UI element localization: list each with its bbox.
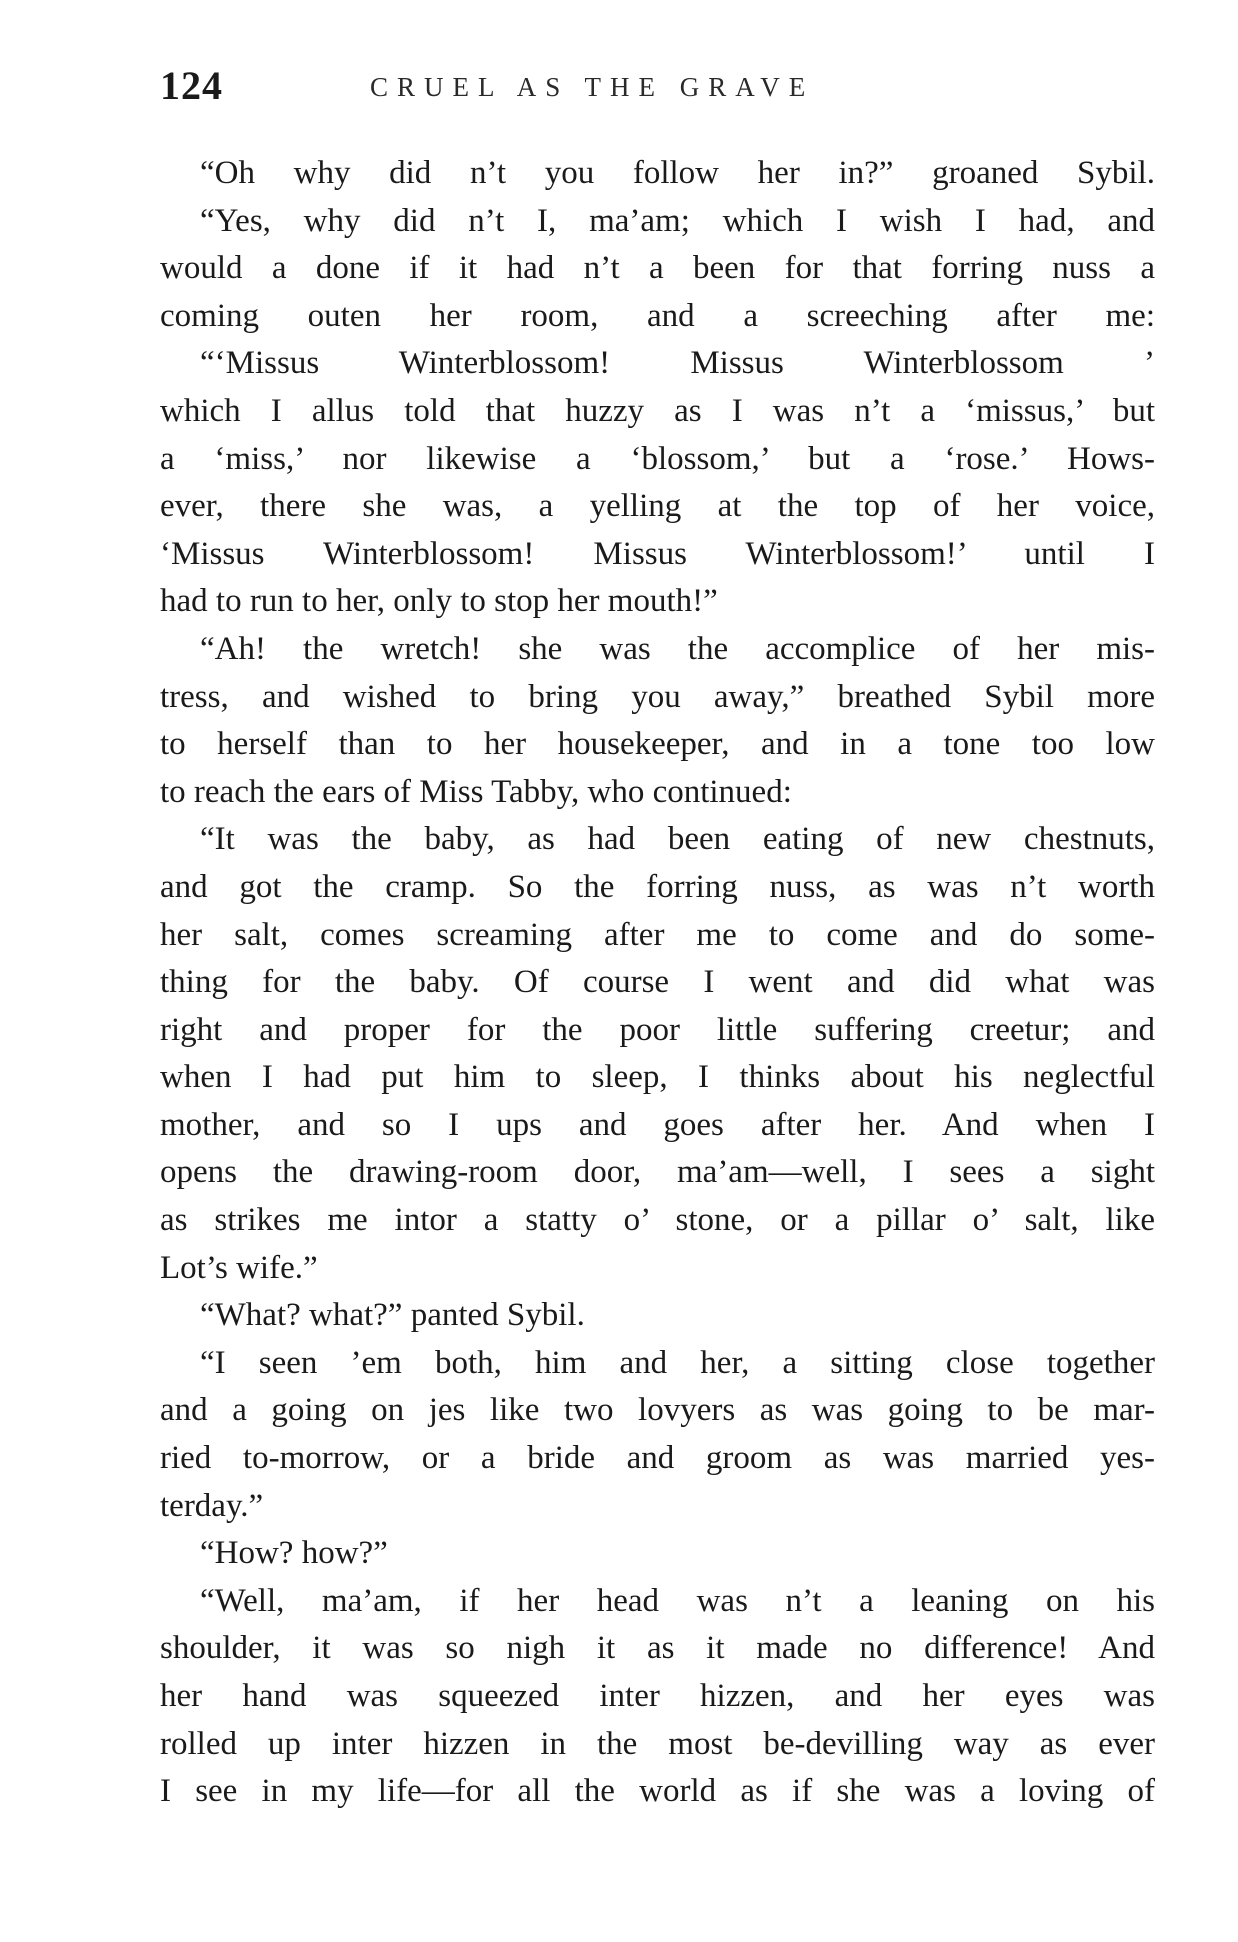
text-line: her hand was squeezed inter hizzen, and her eyes was	[160, 1678, 1155, 1714]
text-line: “Well, ma’am, if her head was n’t a leaning on his	[200, 1582, 1155, 1619]
text-line: coming outen her room, and a screeching after me:	[160, 297, 1155, 334]
text-line: her salt, comes screaming after me to come and do some-	[160, 916, 1155, 953]
text-line: when I had put him to sleep, I thinks about his neglectful	[160, 1059, 1155, 1096]
text-line: Lot’s wife.”	[160, 1249, 318, 1286]
page-number: 124	[160, 63, 223, 108]
text-line: to reach the ears of Miss Tabby, who continued:	[160, 773, 792, 810]
text-line: ried to-morrow, or a bride and groom as was married yes-	[160, 1440, 1155, 1477]
body-text	[160, 150, 1155, 1816]
text-line: “Ah! the wretch! she was the accomplice of her mis-	[200, 630, 1155, 667]
running-head: CRUEL AS THE GRAVE	[370, 72, 815, 102]
text-line: “I seen ’em both, him and her, a sitting close together	[200, 1344, 1155, 1381]
text-line: “It was the baby, as had been eating of new chestnuts,	[200, 821, 1155, 858]
text-line: “Yes, why did n’t I, ma’am; which I wish I had, and	[200, 202, 1155, 239]
text-line: would a done if it had n’t a been for that forring nuss a	[160, 250, 1155, 287]
text-line: and a going on jes like two lovyers as was going to be mar-	[160, 1392, 1155, 1429]
text-line: shoulder, it was so nigh it as it made no difference! And	[160, 1630, 1155, 1667]
text-line: had to run to her, only to stop her mouth!”	[160, 583, 718, 620]
text-line: terday.”	[160, 1487, 264, 1524]
text-line: a ‘miss,’ nor likewise a ‘blossom,’ but a ‘rose.’ Hows-	[160, 440, 1155, 477]
text-line: to herself than to her housekeeper, and in a tone too low	[160, 726, 1155, 763]
text-line: “Oh why did n’t you follow her in?” groaned Sybil.	[200, 155, 1155, 191]
text-line: and got the cramp. So the forring nuss, as was n’t worth	[160, 868, 1155, 905]
text-line: thing for the baby. Of course I went and did what was	[160, 964, 1155, 1001]
text-line: ever, there she was, a yelling at the top of her voice,	[160, 488, 1155, 525]
text-line: rolled up inter hizzen in the most be-devilling way as ever	[160, 1725, 1155, 1762]
text-line: “How? how?”	[200, 1535, 388, 1572]
text-line: mother, and so I ups and goes after her. And when I	[160, 1106, 1155, 1143]
text-line: opens the drawing-room door, ma’am—well, I sees a sight	[160, 1154, 1155, 1191]
text-line: which I allus told that huzzy as I was n’t a ‘missus,’ but	[160, 392, 1155, 429]
page-header	[160, 62, 1160, 122]
text-line: ‘Missus Winterblossom! Missus Winterblossom!’ until I	[160, 535, 1155, 572]
text-line: “What? what?” panted Sybil.	[200, 1297, 585, 1334]
text-line: “‘Missus Winterblossom! Missus Winterblossom ’	[200, 345, 1155, 382]
text-line: I see in my life—for all the world as if she was a loving of	[160, 1773, 1155, 1810]
text-line: as strikes me intor a statty o’ stone, or a pillar o’ salt, like	[160, 1202, 1155, 1239]
text-line: right and proper for the poor little suffering creetur; and	[160, 1011, 1155, 1048]
text-line: tress, and wished to bring you away,” breathed Sybil more	[160, 678, 1155, 715]
